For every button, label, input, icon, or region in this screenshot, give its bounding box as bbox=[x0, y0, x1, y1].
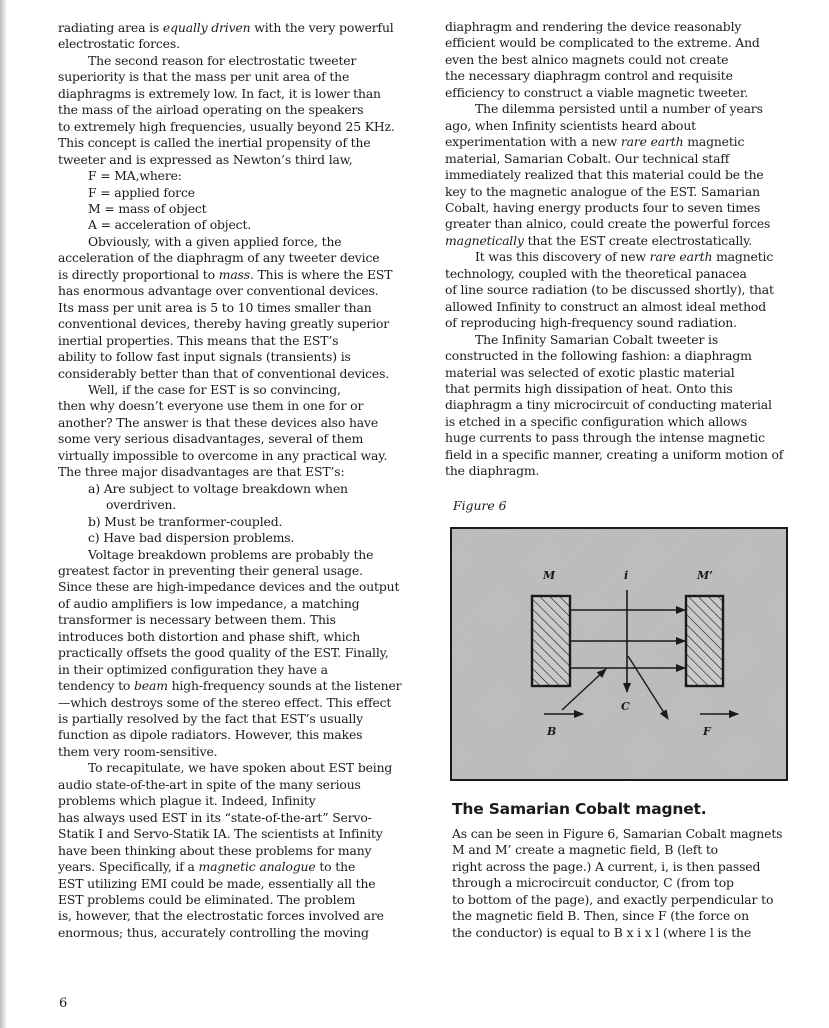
text-run: EST problems could be eliminated. The problem bbox=[58, 892, 356, 908]
text-run: then why doesn’t everyone use them in one for or bbox=[58, 398, 364, 414]
text-line bbox=[58, 925, 410, 941]
text-line bbox=[445, 463, 800, 479]
text-line bbox=[58, 695, 410, 711]
text-line bbox=[58, 810, 410, 826]
text-run: magnetic bbox=[712, 249, 774, 265]
text-line bbox=[58, 333, 410, 349]
text-run: introduces both distortion and phase shift, which bbox=[58, 628, 361, 644]
text-line bbox=[58, 185, 410, 201]
text-run: even the best alnico magnets could not create bbox=[445, 51, 729, 67]
italic-emphasis: mass bbox=[218, 266, 250, 282]
text-run: has always used EST in its “state-of-the-art” Servo- bbox=[58, 809, 372, 825]
text-line bbox=[58, 283, 410, 299]
italic-emphasis: rare earth bbox=[620, 134, 684, 150]
text-run: is partially resolved by the fact that EST’s usually bbox=[58, 711, 363, 727]
text-run: constructed in the following fashion: a diaphragm bbox=[445, 348, 752, 364]
text-run: —which destroys some of the stereo effect. This effect bbox=[58, 694, 392, 710]
text-line bbox=[58, 217, 410, 233]
text-line bbox=[58, 464, 410, 480]
text-line bbox=[58, 859, 410, 875]
page-binding-shadow bbox=[0, 0, 7, 1028]
text-line bbox=[58, 119, 410, 135]
left-column bbox=[58, 20, 410, 941]
text-run: high-frequency sounds at the listener bbox=[167, 678, 402, 694]
text-line bbox=[58, 645, 410, 661]
label-b: B bbox=[547, 725, 557, 738]
text-run: has enormous advantage over conventional devices. bbox=[58, 283, 379, 299]
label-m: M bbox=[543, 569, 556, 582]
text-line bbox=[58, 69, 410, 85]
figure-explanation-text bbox=[452, 826, 802, 941]
text-line bbox=[58, 398, 410, 414]
text-run: EST utilizing EMI could be made, essentially all the bbox=[58, 875, 376, 891]
italic-emphasis: equally driven bbox=[162, 20, 251, 35]
text-line bbox=[58, 612, 410, 628]
text-run: years. Specifically, if a bbox=[58, 859, 199, 875]
text-run: practically offsets the good quality of the EST. Finally, bbox=[58, 645, 389, 661]
text-line bbox=[58, 349, 410, 365]
text-line bbox=[58, 86, 410, 102]
text-run: magnetic bbox=[683, 134, 745, 150]
text-run: of reproducing high-frequency sound radiation. bbox=[445, 315, 737, 331]
text-line bbox=[445, 167, 800, 183]
text-line bbox=[445, 101, 800, 117]
text-line bbox=[58, 316, 410, 332]
text-run: A = acceleration of object. bbox=[88, 217, 252, 233]
text-run: virtually impossible to overcome in any practical way. bbox=[58, 447, 388, 463]
text-line bbox=[58, 596, 410, 612]
italic-emphasis: beam bbox=[134, 678, 168, 694]
text-line: As can be seen in Figure 6, Samarian Cobalt magnets bbox=[452, 826, 783, 841]
text-line bbox=[58, 777, 410, 793]
text-run: M = mass of object bbox=[88, 200, 207, 216]
text-run: the mass of the airload operating on the speakers bbox=[58, 102, 364, 118]
text-run: Voltage breakdown problems are probably the bbox=[88, 546, 374, 562]
text-line bbox=[445, 35, 800, 51]
text-run: ability to follow fast input signals (transients) is bbox=[58, 349, 351, 365]
text-line bbox=[58, 530, 410, 546]
text-line bbox=[445, 299, 800, 315]
text-line bbox=[445, 447, 800, 463]
text-run: c) Have bad dispersion problems. bbox=[88, 530, 295, 546]
text-line bbox=[58, 760, 410, 776]
text-line bbox=[58, 514, 410, 530]
text-line bbox=[58, 629, 410, 645]
text-line bbox=[58, 793, 410, 809]
text-line: M and M’ create a magnetic field, B (left to bbox=[452, 842, 718, 858]
text-line bbox=[58, 711, 410, 727]
italic-emphasis: magnetic analogue bbox=[198, 859, 316, 875]
figure-label: Figure 6 bbox=[453, 498, 507, 513]
text-line bbox=[58, 250, 410, 266]
text-run: electrostatic forces. bbox=[58, 36, 180, 52]
text-run: diaphragms is extremely low. In fact, it is lower than bbox=[58, 85, 381, 101]
text-line bbox=[445, 233, 800, 249]
text-run: conventional devices, thereby having greatly superior bbox=[58, 316, 390, 332]
text-line bbox=[58, 727, 410, 743]
text-run: of audio amplifiers is low impedance, a matching bbox=[58, 595, 360, 611]
text-line bbox=[445, 216, 800, 232]
text-run: radiating area is bbox=[58, 20, 163, 35]
text-line bbox=[58, 152, 410, 168]
text-run: greatest factor in preventing their general usage. bbox=[58, 562, 363, 578]
text-line: to bottom of the page), and exactly perpendicular to bbox=[452, 891, 774, 907]
text-run: acceleration of the diaphragm of any tweeter device bbox=[58, 250, 380, 266]
text-run: another? The answer is that these devices also have bbox=[58, 414, 379, 430]
text-run: The second reason for electrostatic tweeter bbox=[88, 52, 357, 68]
figure-caption-heading: The Samarian Cobalt magnet. bbox=[452, 800, 707, 818]
text-run: Statik I and Servo-Statik IA. The scientists at Infinity bbox=[58, 826, 383, 842]
text-run: Its mass per unit area is 5 to 10 times smaller than bbox=[58, 299, 372, 315]
text-run: tendency to bbox=[58, 678, 134, 694]
text-line bbox=[445, 430, 800, 446]
text-run: to extremely high frequencies, usually beyond 25 KHz. bbox=[58, 118, 395, 134]
text-run: The Infinity Samarian Cobalt tweeter is bbox=[475, 331, 719, 347]
magnet-m-prime-block bbox=[686, 596, 723, 686]
label-i: i bbox=[624, 569, 629, 582]
text-run: the necessary diaphragm control and requisite bbox=[445, 68, 733, 84]
text-run: have been thinking about these problems for many bbox=[58, 842, 372, 858]
text-line: through a microcircuit conductor, C (from top bbox=[452, 875, 734, 891]
text-line bbox=[58, 300, 410, 316]
italic-emphasis: rare earth bbox=[649, 249, 713, 265]
text-run: experimentation with a new bbox=[445, 134, 621, 150]
text-run: is etched in a specific configuration which allows bbox=[445, 413, 747, 429]
text-run: superiority is that the mass per unit area of the bbox=[58, 69, 350, 85]
text-run: ago, when Infinity scientists heard about bbox=[445, 117, 697, 133]
text-run: It was this discovery of new bbox=[475, 249, 650, 265]
text-run: enormous; thus, accurately controlling the moving bbox=[58, 924, 369, 940]
text-run: the diaphragm. bbox=[445, 463, 540, 479]
text-run: diaphragm and rendering the device reasonably bbox=[445, 19, 742, 34]
label-m-prime: M’ bbox=[697, 569, 714, 582]
text-line bbox=[445, 365, 800, 381]
text-run: Cobalt, having energy products four to seven times bbox=[445, 199, 761, 215]
text-line bbox=[58, 366, 410, 382]
text-line bbox=[58, 102, 410, 118]
text-line bbox=[58, 382, 410, 398]
text-run: greater than alnico, could create the powerful forces bbox=[445, 216, 771, 232]
text-line bbox=[445, 414, 800, 430]
text-line bbox=[445, 266, 800, 282]
page-number: 6 bbox=[59, 996, 68, 1011]
text-run: with the very powerful bbox=[250, 20, 394, 35]
italic-emphasis: magnetically bbox=[445, 232, 524, 248]
text-run: overdriven. bbox=[106, 497, 177, 513]
text-line bbox=[58, 415, 410, 431]
text-line bbox=[445, 282, 800, 298]
text-run: of line source radiation (to be discussed shortly), that bbox=[445, 282, 774, 298]
text-line bbox=[58, 448, 410, 464]
text-line bbox=[445, 19, 800, 35]
text-run: inertial properties. This means that the EST’s bbox=[58, 332, 339, 348]
text-run: F = MA,where: bbox=[88, 168, 182, 184]
right-column bbox=[445, 19, 800, 480]
text-run: tweeter and is expressed as Newton’s third law, bbox=[58, 151, 353, 167]
text-line bbox=[58, 201, 410, 217]
text-run: is directly proportional to bbox=[58, 266, 219, 282]
text-line bbox=[445, 85, 800, 101]
text-run: This concept is called the inertial propensity of the bbox=[58, 135, 371, 151]
text-run: in their optimized configuration they have a bbox=[58, 661, 328, 677]
text-run: that permits high dissipation of heat. Onto this bbox=[445, 380, 733, 396]
text-run: audio state-of-the-art in spite of the many serious bbox=[58, 776, 361, 792]
text-run: transformer is necessary between them. This bbox=[58, 612, 336, 628]
label-f: F bbox=[703, 725, 711, 738]
text-line bbox=[445, 200, 800, 216]
text-line bbox=[58, 579, 410, 595]
text-run: F = applied force bbox=[88, 184, 195, 200]
text-run: to the bbox=[315, 859, 356, 875]
magnet-diagram-svg bbox=[452, 529, 786, 779]
text-run: . This is where the EST bbox=[249, 266, 393, 282]
text-line bbox=[445, 184, 800, 200]
text-line bbox=[445, 397, 800, 413]
text-line bbox=[445, 52, 800, 68]
figure-6-diagram bbox=[450, 527, 788, 781]
text-line bbox=[58, 481, 410, 497]
text-line bbox=[445, 381, 800, 397]
text-line bbox=[445, 332, 800, 348]
text-line bbox=[58, 563, 410, 579]
text-line bbox=[58, 168, 410, 184]
text-line bbox=[445, 118, 800, 134]
text-run: The dilemma persisted until a number of years bbox=[475, 101, 763, 117]
text-line bbox=[58, 892, 410, 908]
text-line bbox=[58, 876, 410, 892]
text-line bbox=[445, 68, 800, 84]
text-run: key to the magnetic analogue of the EST. Samarian bbox=[445, 183, 760, 199]
text-run: technology, coupled with the theoretical panacea bbox=[445, 265, 747, 281]
magnet-m-block bbox=[532, 596, 570, 686]
text-line: the magnetic field B. Then, since F (the force on bbox=[452, 908, 749, 924]
text-line bbox=[445, 134, 800, 150]
text-run: b) Must be tranformer-coupled. bbox=[88, 513, 283, 529]
text-line bbox=[58, 826, 410, 842]
text-line bbox=[445, 151, 800, 167]
text-line bbox=[58, 497, 410, 513]
text-run: function as dipole radiators. However, this makes bbox=[58, 727, 363, 743]
text-run: diaphragm a tiny microcircuit of conducting material bbox=[445, 397, 772, 413]
text-line: right across the page.) A current, i, is then passed bbox=[452, 858, 761, 874]
text-line bbox=[58, 547, 410, 563]
text-line bbox=[58, 662, 410, 678]
text-line bbox=[58, 843, 410, 859]
f-pointer-arrow bbox=[628, 656, 668, 719]
text-run: Since these are high-impedance devices and the output bbox=[58, 579, 400, 595]
text-run: The three major disadvantages are that EST’s: bbox=[58, 464, 345, 480]
text-line bbox=[58, 20, 410, 36]
text-run: huge currents to pass through the intense magnetic bbox=[445, 430, 765, 446]
text-line: the conductor) is equal to B x i x l (where l is the bbox=[452, 924, 752, 940]
text-run: that the EST create electrostatically. bbox=[523, 232, 753, 248]
text-line bbox=[445, 315, 800, 331]
text-run: Obviously, with a given applied force, the bbox=[88, 233, 342, 249]
text-line bbox=[58, 908, 410, 924]
text-line bbox=[58, 234, 410, 250]
label-c: C bbox=[621, 700, 630, 713]
text-line bbox=[58, 431, 410, 447]
text-run: some very serious disadvantages, several of them bbox=[58, 431, 364, 447]
text-run: immediately realized that this material could be the bbox=[445, 167, 764, 183]
text-run: problems which plague it. Indeed, Infinity bbox=[58, 793, 316, 809]
text-line bbox=[58, 36, 410, 52]
text-run: allowed Infinity to construct an almost ideal method bbox=[445, 298, 767, 314]
text-run: material, Samarian Cobalt. Our technical staff bbox=[445, 150, 730, 166]
text-run: Well, if the case for EST is so convincing, bbox=[88, 381, 341, 397]
text-run: material was selected of exotic plastic material bbox=[445, 364, 735, 380]
text-line bbox=[58, 53, 410, 69]
text-run: field in a specific manner, creating a uniform motion of bbox=[445, 446, 784, 462]
text-run: a) Are subject to voltage breakdown when bbox=[88, 480, 348, 496]
text-line bbox=[58, 678, 410, 694]
text-run: To recapitulate, we have spoken about EST being bbox=[88, 760, 393, 776]
text-line bbox=[58, 744, 410, 760]
text-line bbox=[445, 249, 800, 265]
text-line bbox=[58, 135, 410, 151]
text-line bbox=[445, 348, 800, 364]
text-run: is, however, that the electrostatic forces involved are bbox=[58, 908, 384, 924]
text-run: considerably better than that of conventional devices. bbox=[58, 365, 390, 381]
text-run: efficient would be complicated to the extreme. And bbox=[445, 35, 760, 51]
text-line bbox=[58, 267, 410, 283]
text-run: them very room-sensitive. bbox=[58, 743, 218, 759]
text-run: efficiency to construct a viable magnetic tweeter. bbox=[445, 84, 749, 100]
